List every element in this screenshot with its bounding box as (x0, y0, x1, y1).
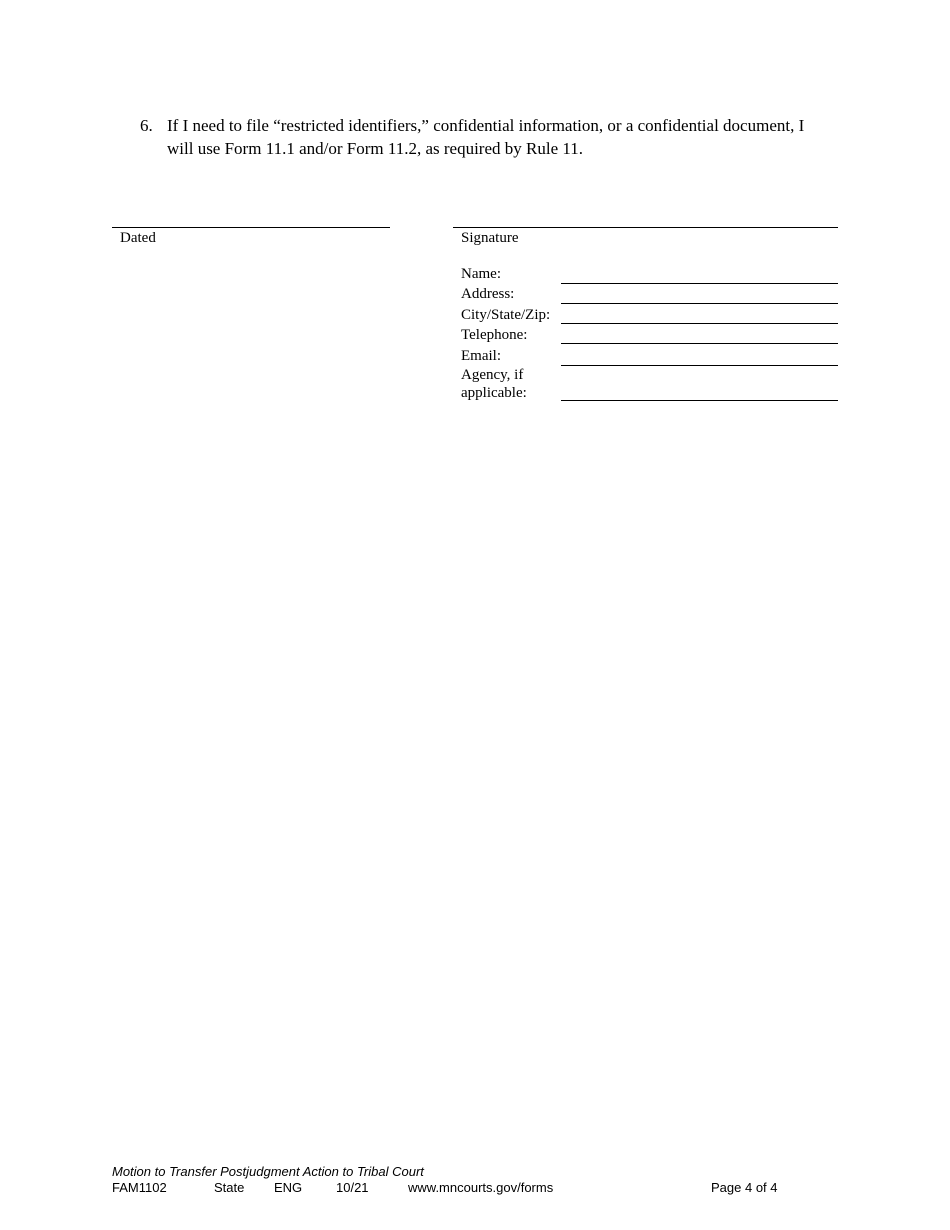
telephone-label: Telephone: (461, 327, 528, 343)
footer-form-code: FAM1102 (112, 1180, 167, 1195)
signature-label: Signature (461, 230, 519, 246)
footer-jurisdiction: State (214, 1180, 245, 1195)
agency-field[interactable] (561, 400, 838, 401)
item-text: If I need to file “restricted identifiers,” confidential information, or a confidential document, I will use Form 11.1 and/or Form 11.2, as required by Rule 11. (167, 116, 805, 158)
name-label: Name: (461, 266, 501, 282)
agency-label-line2: applicable: (461, 385, 527, 401)
footer-page-number: Page 4 of 4 (711, 1180, 778, 1195)
email-label: Email: (461, 348, 501, 364)
agency-label-line1: Agency, if (461, 367, 524, 383)
dated-label: Dated (120, 230, 156, 246)
footer-form-title: Motion to Transfer Postjudgment Action to Tribal Court (112, 1164, 424, 1179)
address-label: Address: (461, 286, 515, 302)
dated-line[interactable] (112, 227, 390, 228)
city-state-zip-field[interactable] (561, 323, 838, 324)
email-field[interactable] (561, 365, 838, 366)
footer-website[interactable]: www.mncourts.gov/forms (408, 1180, 554, 1195)
item-number: 6. (140, 116, 153, 135)
name-field[interactable] (561, 283, 838, 284)
address-field[interactable] (561, 303, 838, 304)
signature-line[interactable] (453, 227, 838, 228)
city-state-zip-label: City/State/Zip: (461, 307, 551, 323)
footer-language: ENG (274, 1180, 303, 1195)
footer-revision: 10/21 (336, 1180, 369, 1195)
telephone-field[interactable] (561, 343, 838, 344)
